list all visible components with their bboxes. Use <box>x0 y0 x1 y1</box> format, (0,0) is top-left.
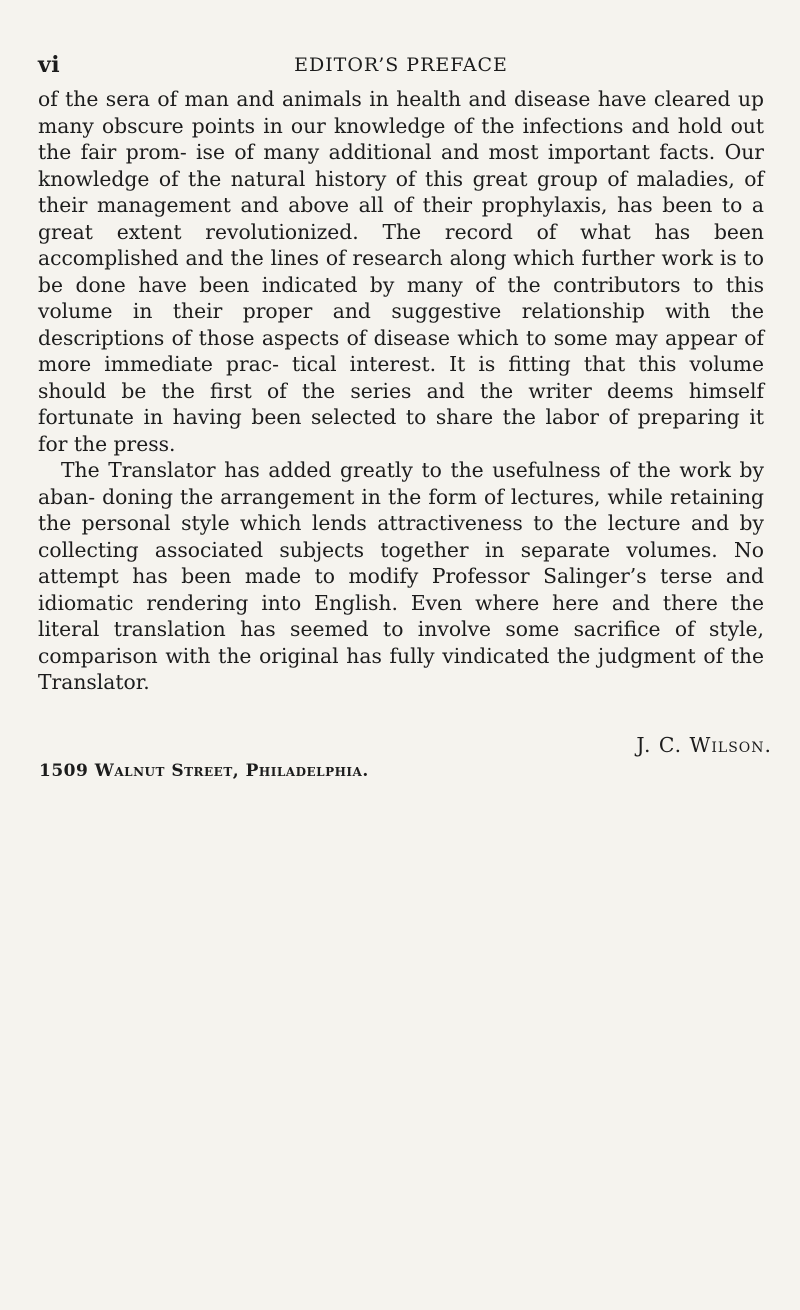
signature-surname: Wilson. <box>689 733 772 757</box>
page-header <box>38 52 764 84</box>
running-head: EDITOR’S PREFACE <box>294 54 508 76</box>
signature-initials: J. C. <box>636 733 690 757</box>
page-number: vi <box>38 52 61 78</box>
signature <box>636 733 772 757</box>
preface-body <box>38 86 764 696</box>
address: 1509 Walnut Street, Philadelphia. <box>39 761 369 781</box>
paragraph-continued: of the sera of man and animals in health and disease have cleared up many obscure points in our knowledge of the infections and hold out the fair prom- ise of many additional and most important facts. Our knowledge of the natural history of this great group of maladies, of their management and above all of their prophylaxis, has been to a great extent revolutionized. The record of what has been accomplished and the lines of research along which further work is to be done have been indicated by many of the contributors to this volume in their proper and suggestive relationship with the descriptions of those aspects of disease which to some may appear of more immediate prac- tical interest. It is fitting that this volume should be the first of the series and the writer deems himself fortunate in having been selected to share the labor of preparing it for the press. <box>38 87 764 456</box>
paragraph-translator: The Translator has added greatly to the usefulness of the work by aban- doning the arrangement in the form of lectures, while retaining the personal style which lends attractiveness to the lecture and by collecting associated subjects together in separate volumes. No attempt has been made to modify Professor Salinger’s terse and idiomatic rendering into English. Even where here and there the literal translation has seemed to involve some sacrifice of style, comparison with the original has fully vindicated the judgment of the Translator. <box>38 458 764 694</box>
